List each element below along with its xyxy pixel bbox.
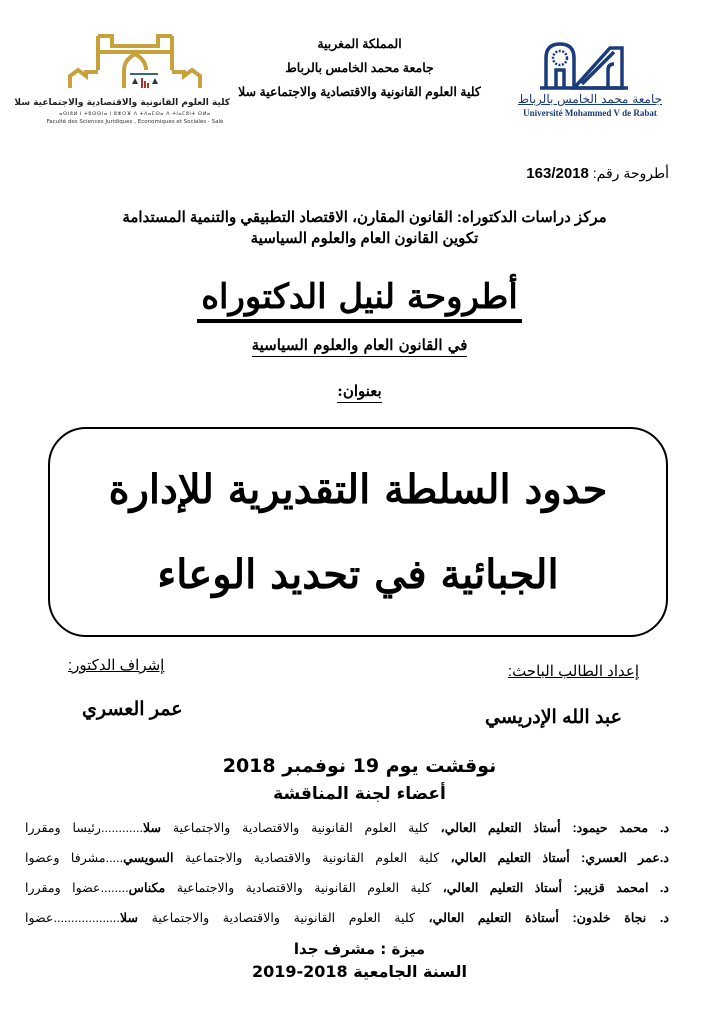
header-faculty: كلية العلوم القانونية والاقتصادية والاجتماعية سلا	[238, 85, 481, 99]
thesis-number-label: أطروحة رقم:	[592, 165, 669, 181]
faculty-name-tifinagh: ⴰⵙⵏⵓⵍ ⵏ ⵜⵓⵙⵙⵏⴰ ⵏ ⵓⵣⵔⴼ ⴷ ⵜⴷⴰⵎⵙⴰ ⴷ ⵜⵏⴰⵎⵓⵏⵜ ⵙⵍⴰ	[59, 111, 211, 117]
committee-member	[25, 880, 669, 895]
thesis-title-line2: الجبائية في تحديد الوعاء	[157, 551, 559, 598]
title-label	[0, 381, 719, 400]
academic-year: السنة الجامعية 2018-2019	[251, 962, 468, 981]
member-name: د. امحمد قزيبر:	[573, 881, 670, 895]
committee-member	[25, 910, 669, 925]
supervisor-label: إشراف الدكتور:	[68, 657, 165, 674]
header-kingdom: المملكة المغربية	[317, 37, 402, 51]
member-faculty: كلية العلوم القانونية والاقتصادية والاجتماعية	[184, 851, 440, 865]
header-university: جامعة محمد الخامس بالرباط	[285, 61, 434, 75]
university-mohammed-v-logo-icon	[510, 40, 670, 92]
member-title: أستاذ التعليم العالي،	[450, 851, 570, 865]
member-city: السويسي	[123, 851, 174, 865]
member-faculty: كلية العلوم القانونية والاقتصادية والاجتماعية	[176, 881, 432, 895]
member-role: مشرفا وعضوا	[25, 851, 106, 865]
member-name: د. نجاة خلدون:	[572, 911, 670, 925]
discipline-text: في القانون العام والعلوم السياسية	[252, 336, 468, 357]
member-dots: .....	[105, 851, 124, 865]
thesis-title-box	[48, 427, 668, 637]
member-faculty: كلية العلوم القانونية والاقتصادية والاجتماعية	[172, 821, 429, 835]
thesis-title-line1: حدود السلطة التقديرية للإدارة	[108, 466, 608, 513]
member-role: عضوا ومقررا	[25, 881, 101, 895]
doctoral-program: تكوين القانون العام والعلوم السياسية	[250, 230, 479, 247]
member-dots: ...................	[53, 911, 120, 925]
main-heading-text: أطروحة لنيل الدكتوراه	[197, 277, 522, 323]
university-name-arabic: جامعة محمد الخامس بالرباط	[517, 92, 663, 106]
member-title: أستاذ التعليم العالي،	[440, 821, 561, 835]
defense-date: نوقشت يوم 19 نوفمبر 2018	[222, 755, 497, 777]
discipline	[0, 335, 719, 354]
member-faculty: كلية العلوم القانونية والاقتصادية والاجتماعية	[151, 911, 415, 925]
mention: ميزة : مشرف جدا	[293, 940, 426, 958]
thesis-number	[526, 165, 669, 182]
member-city: مكناس	[128, 881, 166, 895]
faculty-name-arabic: كلية العلوم القانونية والاقتصادية والاجتماعية سلا	[14, 98, 230, 108]
committee-member	[25, 850, 669, 865]
member-role: رئيسا ومقررا	[25, 821, 101, 835]
member-city: سلا	[142, 821, 162, 835]
committee-heading: أعضاء لجنة المناقشة	[273, 784, 446, 804]
member-dots: ........	[100, 881, 129, 895]
member-name: د. محمد حيمود:	[572, 821, 670, 835]
student-label: إعداد الطالب الباحث:	[507, 663, 639, 680]
thesis-number-value: 163/2018	[526, 165, 589, 182]
member-name: د.عمر العسري:	[581, 851, 670, 865]
committee-member	[25, 820, 669, 835]
member-city: سلا	[119, 911, 139, 925]
doctoral-center: مركز دراسات الدكتوراه: القانون المقارن، الاقتصاد التطبيقي والتنمية المستدامة	[122, 209, 607, 226]
member-dots: ............	[100, 821, 143, 835]
supervisor-name: عمر العسري	[82, 699, 183, 720]
university-name-french: Université Mohammed V de Rabat	[523, 108, 657, 118]
student-name: عبد الله الإدريسي	[485, 707, 622, 728]
member-title: أستاذة التعليم العالي،	[428, 911, 559, 925]
title-label-text: بعنوان:	[337, 382, 381, 403]
university-logo	[510, 40, 670, 120]
main-heading	[0, 275, 719, 319]
member-role: عضوا	[25, 911, 54, 925]
member-title: أستاذ التعليم العالي،	[442, 881, 562, 895]
faculty-name-french: Faculté des Sciences Juridiques , Economiques et Sociales - Salé	[46, 119, 224, 125]
